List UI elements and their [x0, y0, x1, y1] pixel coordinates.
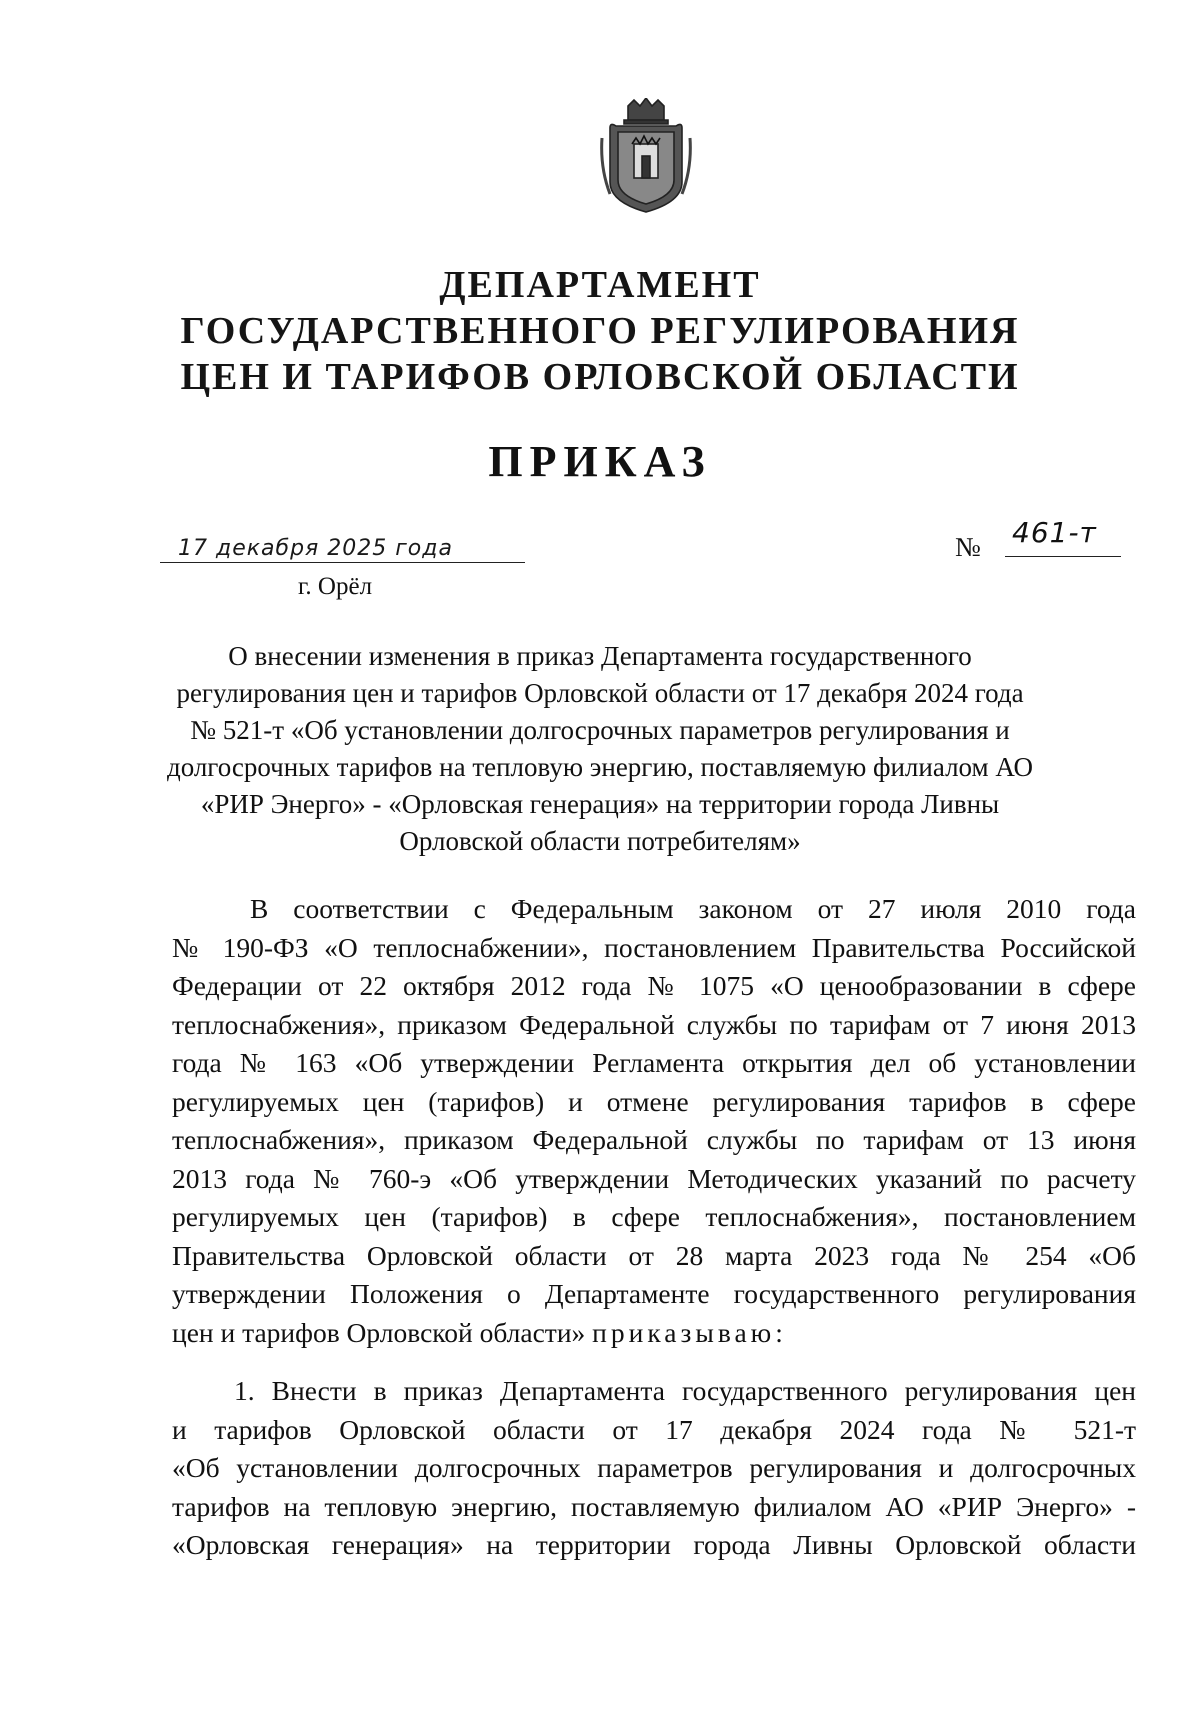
subject-line: Орловской области потребителям»: [399, 826, 801, 856]
body-line: года № 163 «Об утверждении Регламента открытия дел об установлении: [172, 1047, 1136, 1078]
number-underline: [1005, 556, 1121, 557]
body-line: Федерации от 22 октября 2012 года № 1075 «О ценообразовании в сфере: [172, 970, 1136, 1001]
subject-line: № 521-т «Об установлении долгосрочных параметров регулирования и: [190, 715, 1010, 745]
body-line: № 190-ФЗ «О теплоснабжении», постановлением Правительства Российской: [172, 931, 1136, 963]
body-line-text: цен и тарифов Орловской области»: [172, 1316, 586, 1348]
body-line: утверждении Положения о Департаменте государственного регулирования: [172, 1278, 1136, 1309]
body-line: теплоснабжения», приказом Федеральной службы по тарифам от 7 июня 2013: [172, 1008, 1136, 1040]
order-subject: [150, 638, 1050, 860]
preamble-paragraph: [172, 890, 1136, 1352]
body-line: регулируемых цен (тарифов) и отмене регулирования тарифов в сфере: [172, 1085, 1136, 1117]
body-line: «Орловская генерация» на территории города Ливны Орловской области: [172, 1529, 1136, 1560]
body-line: 1. Внести в приказ Департамента государственного регулирования цен: [234, 1375, 1136, 1406]
subject-line: О внесении изменения в приказ Департамента государственного: [228, 641, 972, 671]
body-line: 2013 года № 760-э «Об утверждении Методических указаний по расчету: [172, 1162, 1136, 1194]
body-line: тарифов на тепловую энергию, поставляемую филиалом АО «РИР Энерго» -: [172, 1490, 1136, 1522]
order-item-1: [172, 1372, 1136, 1565]
document-type-title: ПРИКАЗ: [488, 437, 712, 486]
department-line-2: ГОСУДАРСТВЕННОГО РЕГУЛИРОВАНИЯ: [180, 310, 1020, 352]
body-line-final: [172, 1314, 1136, 1353]
subject-line: «РИР Энерго» - «Орловская генерация» на территории города Ливны: [200, 789, 1000, 819]
date-underline: [160, 562, 525, 563]
coat-of-arms-emblem: [598, 98, 694, 216]
body-line: и тарифов Орловской области от 17 декабря 2024 года № 521-т: [172, 1413, 1136, 1445]
body-line: регулируемых цен (тарифов) в сфере теплоснабжения», постановлением: [172, 1201, 1136, 1232]
handwritten-date: 17 декабря 2025 года: [178, 536, 453, 561]
handwritten-number: 461-т: [1012, 516, 1097, 549]
order-verb-spaced: приказываю:: [592, 1316, 787, 1348]
body-line: теплоснабжения», приказом Федеральной службы по тарифам от 13 июня: [172, 1124, 1136, 1155]
number-label: №: [955, 532, 981, 562]
subject-line: регулирования цен и тарифов Орловской области от 17 декабря 2024 года: [176, 678, 1024, 708]
body-line: «Об установлении долгосрочных параметров регулирования и долгосрочных: [172, 1452, 1136, 1483]
city-label: г. Орёл: [298, 573, 373, 600]
department-heading: [150, 262, 1050, 400]
subject-line: долгосрочных тарифов на тепловую энергию, поставляемую филиалом АО: [166, 752, 1034, 782]
body-line: Правительства Орловской области от 28 марта 2023 года № 254 «Об: [172, 1239, 1136, 1271]
body-line: В соответствии с Федеральным законом от 27 июля 2010 года: [250, 893, 1136, 924]
department-line-1: ДЕПАРТАМЕНТ: [439, 264, 761, 306]
department-line-3: ЦЕН И ТАРИФОВ ОРЛОВСКОЙ ОБЛАСТИ: [180, 356, 1020, 398]
